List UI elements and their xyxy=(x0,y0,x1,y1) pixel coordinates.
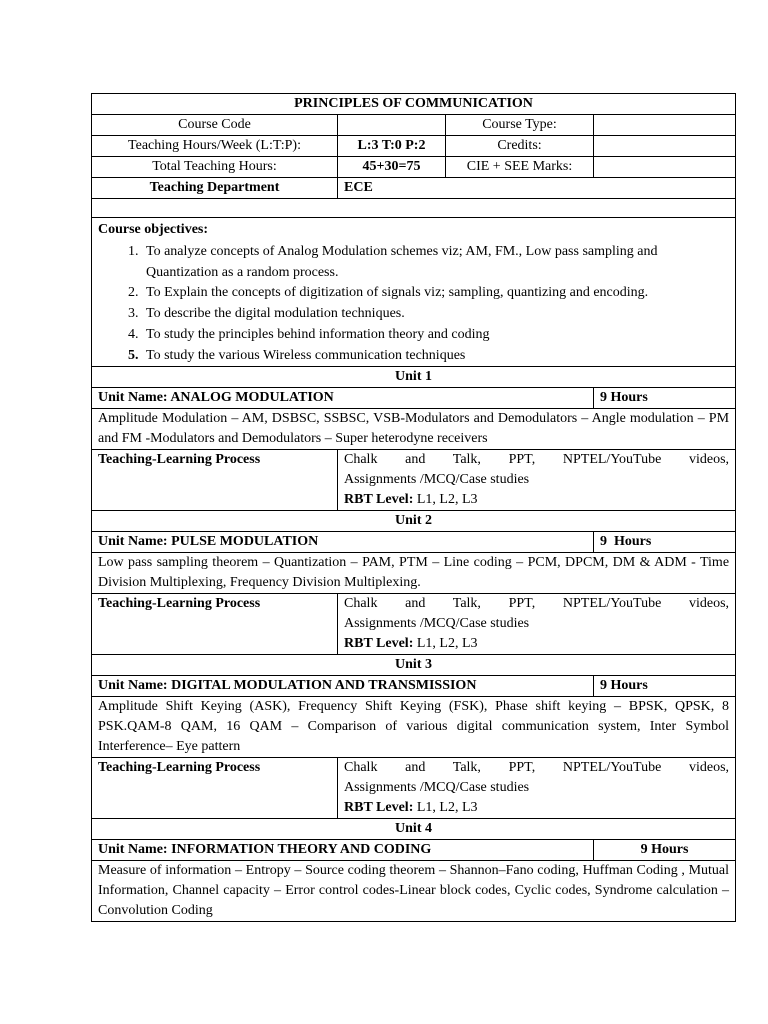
rbt-level xyxy=(344,490,729,510)
rbt-value: L1, L2, L3 xyxy=(413,636,478,652)
unit-title-row xyxy=(92,819,736,840)
rbt-value: L1, L2, L3 xyxy=(413,492,478,508)
tlp-content xyxy=(338,758,736,819)
objectives-list xyxy=(98,242,729,366)
department-label: Teaching Department xyxy=(92,178,338,199)
tlp-row xyxy=(92,450,736,511)
course-type-value xyxy=(594,115,736,136)
rbt-label: RBT Level: xyxy=(344,636,414,652)
spacer-row xyxy=(92,199,736,218)
tlp-methods-line: Chalk and Talk, PPT, NPTEL/YouTube videos, xyxy=(344,760,730,776)
rbt-level xyxy=(344,798,729,818)
title-row xyxy=(92,94,736,115)
unit-name: Unit Name: ANALOG MODULATION xyxy=(92,388,594,409)
unit-content-row xyxy=(92,697,736,758)
unit-name: Unit Name: DIGITAL MODULATION AND TRANSMISSION xyxy=(92,676,594,697)
unit-hours: 9 Hours xyxy=(594,532,736,553)
tlp-methods-line: Chalk and Talk, PPT, NPTEL/YouTube videos, xyxy=(344,452,730,468)
cie-see-marks-label: CIE + SEE Marks: xyxy=(446,157,594,178)
unit-title: Unit 1 xyxy=(92,367,736,388)
department-value: ECE xyxy=(338,178,736,199)
unit-name: Unit Name: INFORMATION THEORY AND CODING xyxy=(92,840,594,861)
unit-title: Unit 3 xyxy=(92,655,736,676)
tlp-label: Teaching-Learning Process xyxy=(92,450,338,511)
tlp-assignments-line: Assignments /MCQ/Case studies xyxy=(344,616,530,632)
unit-content-row xyxy=(92,861,736,922)
teaching-hours-week-label: Teaching Hours/Week (L:T:P): xyxy=(92,136,338,157)
tlp-label: Teaching-Learning Process xyxy=(92,594,338,655)
credits-value xyxy=(594,136,736,157)
unit-title-row xyxy=(92,511,736,532)
tlp-assignments-line: Assignments /MCQ/Case studies xyxy=(344,780,530,796)
unit-title-row xyxy=(92,367,736,388)
rbt-label: RBT Level: xyxy=(344,492,414,508)
cie-see-marks-value xyxy=(594,157,736,178)
unit-content-row xyxy=(92,553,736,594)
total-hours-value: 45+30=75 xyxy=(338,157,446,178)
tlp-label: Teaching-Learning Process xyxy=(92,758,338,819)
syllabus-table xyxy=(91,93,736,922)
objectives-cell xyxy=(92,218,736,367)
unit-content: Amplitude Shift Keying (ASK), Frequency Shift Keying (FSK), Phase shift keying – BPSK, QPSK, 8 PSK.QAM-8 QAM, 16 QAM – Comparison of various digital communication system, Inter Symbol Interference– Eye pattern xyxy=(92,697,736,758)
unit-name: Unit Name: PULSE MODULATION xyxy=(92,532,594,553)
course-code-label: Course Code xyxy=(92,115,338,136)
rbt-value: L1, L2, L3 xyxy=(413,800,478,816)
course-type-label: Course Type: xyxy=(446,115,594,136)
rbt-level xyxy=(344,634,729,654)
rbt-label: RBT Level: xyxy=(344,800,414,816)
objectives-row xyxy=(92,218,736,367)
tlp-content xyxy=(338,450,736,511)
tlp-row xyxy=(92,594,736,655)
header-row xyxy=(92,157,736,178)
unit-hours: 9 Hours xyxy=(594,840,736,861)
objective-item: 3. To describe the digital modulation techniques. xyxy=(142,304,729,325)
header-row xyxy=(92,115,736,136)
course-title: PRINCIPLES OF COMMUNICATION xyxy=(92,94,736,115)
unit-title: Unit 2 xyxy=(92,511,736,532)
total-hours-label: Total Teaching Hours: xyxy=(92,157,338,178)
unit-content: Low pass sampling theorem – Quantization – PAM, PTM – Line coding – PCM, DPCM, DM & ADM - Time Division Multiplexing, Frequency Division Multiplexing. xyxy=(92,553,736,594)
objective-item: 4. To study the principles behind information theory and coding xyxy=(142,325,729,346)
header-row xyxy=(92,136,736,157)
unit-hours: 9 Hours xyxy=(594,676,736,697)
teaching-hours-week-value: L:3 T:0 P:2 xyxy=(338,136,446,157)
course-code-value xyxy=(338,115,446,136)
unit-hours: 9 Hours xyxy=(594,388,736,409)
objective-item: 2. To Explain the concepts of digitization of signals viz; sampling, quantizing and encoding. xyxy=(142,283,729,304)
objectives-heading: Course objectives: xyxy=(98,222,209,237)
unit-name-row xyxy=(92,532,736,553)
tlp-assignments-line: Assignments /MCQ/Case studies xyxy=(344,472,530,488)
unit-name-row xyxy=(92,840,736,861)
unit-title-row xyxy=(92,655,736,676)
unit-content-row xyxy=(92,409,736,450)
objective-item: 1. To analyze concepts of Analog Modulation schemes viz; AM, FM., Low pass sampling and Quantization as a random process. xyxy=(142,242,729,283)
unit-name-row xyxy=(92,676,736,697)
unit-content: Measure of information – Entropy – Source coding theorem – Shannon–Fano coding, Huffman Coding , Mutual Information, Channel capacity – Error control codes-Linear block codes, Cyclic codes, Syndrome calculation – Convolution Coding xyxy=(92,861,736,922)
unit-content: Amplitude Modulation – AM, DSBSC, SSBSC, VSB-Modulators and Demodulators – Angle modulation – PM and FM -Modulators and Demodulators – Super heterodyne receivers xyxy=(92,409,736,450)
tlp-content xyxy=(338,594,736,655)
department-row xyxy=(92,178,736,199)
unit-name-row xyxy=(92,388,736,409)
credits-label: Credits: xyxy=(446,136,594,157)
tlp-row xyxy=(92,758,736,819)
unit-title: Unit 4 xyxy=(92,819,736,840)
objective-item: 5. To study the various Wireless communication techniques xyxy=(142,346,729,367)
tlp-methods-line: Chalk and Talk, PPT, NPTEL/YouTube videos, xyxy=(344,596,730,612)
